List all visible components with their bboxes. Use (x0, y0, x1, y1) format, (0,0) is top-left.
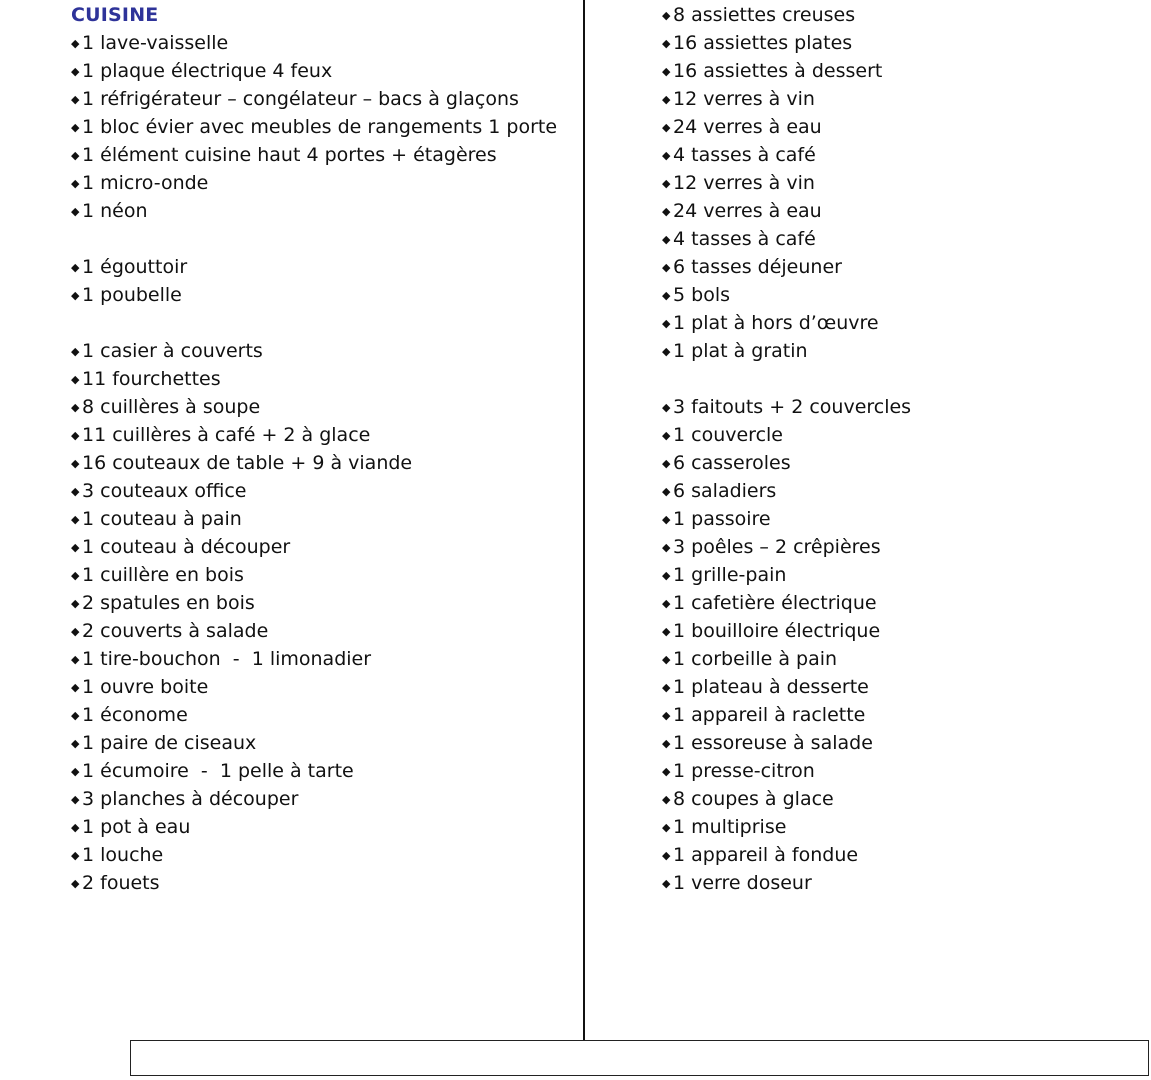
diamond-bullet-icon: ◆ (662, 653, 671, 666)
right-column (662, 1, 1142, 897)
list-item (71, 197, 571, 225)
list-item (662, 701, 1142, 729)
diamond-bullet-icon: ◆ (662, 317, 671, 330)
list-item (662, 477, 1142, 505)
item-label: 1 lave-vaisselle (82, 32, 229, 54)
list-item (662, 57, 1142, 85)
blank-line (71, 309, 571, 337)
diamond-bullet-icon: ◆ (71, 485, 80, 498)
diamond-bullet-icon: ◆ (71, 541, 80, 554)
list-item (662, 617, 1142, 645)
diamond-bullet-icon: ◆ (71, 597, 80, 610)
blank-line (662, 365, 1142, 393)
list-item (71, 337, 571, 365)
diamond-bullet-icon: ◆ (71, 569, 80, 582)
diamond-bullet-icon: ◆ (662, 821, 671, 834)
list-item (662, 113, 1142, 141)
diamond-bullet-icon: ◆ (71, 709, 80, 722)
diamond-bullet-icon: ◆ (662, 65, 671, 78)
item-label: 11 fourchettes (82, 368, 221, 390)
item-label: 2 spatules en bois (82, 592, 255, 614)
diamond-bullet-icon: ◆ (662, 513, 671, 526)
list-item (662, 757, 1142, 785)
list-item (71, 29, 571, 57)
list-item (662, 85, 1142, 113)
list-item (662, 393, 1142, 421)
item-label: 1 cafetière électrique (673, 592, 877, 614)
list-item (662, 673, 1142, 701)
item-label: 1 élément cuisine haut 4 portes + étagères (82, 144, 497, 166)
list-item (662, 785, 1142, 813)
diamond-bullet-icon: ◆ (662, 9, 671, 22)
list-item (71, 813, 571, 841)
list-item (71, 617, 571, 645)
list-item (71, 169, 571, 197)
list-item (71, 477, 571, 505)
diamond-bullet-icon: ◆ (662, 849, 671, 862)
item-label: 1 couteau à découper (82, 536, 291, 558)
item-label: 1 appareil à fondue (673, 844, 859, 866)
diamond-bullet-icon: ◆ (662, 485, 671, 498)
list-item (662, 337, 1142, 365)
item-label: 1 grille-pain (673, 564, 787, 586)
diamond-bullet-icon: ◆ (662, 625, 671, 638)
list-item (71, 281, 571, 309)
diamond-bullet-icon: ◆ (662, 597, 671, 610)
diamond-bullet-icon: ◆ (662, 289, 671, 302)
list-item (71, 785, 571, 813)
list-item (662, 449, 1142, 477)
diamond-bullet-icon: ◆ (71, 513, 80, 526)
item-label: 6 casseroles (673, 452, 791, 474)
item-label: 2 fouets (82, 872, 160, 894)
diamond-bullet-icon: ◆ (71, 401, 80, 414)
item-label: 12 verres à vin (673, 88, 815, 110)
item-label: 1 louche (82, 844, 164, 866)
diamond-bullet-icon: ◆ (662, 709, 671, 722)
item-label: 1 tire-bouchon - 1 limonadier (82, 648, 372, 670)
item-label: 3 poêles – 2 crêpières (673, 536, 881, 558)
item-label: 1 cuillère en bois (82, 564, 244, 586)
diamond-bullet-icon: ◆ (662, 401, 671, 414)
item-label: 1 corbeille à pain (673, 648, 838, 670)
list-item (71, 421, 571, 449)
item-label: 6 saladiers (673, 480, 777, 502)
item-label: 1 économe (82, 704, 188, 726)
list-item (662, 225, 1142, 253)
item-label: 24 verres à eau (673, 116, 822, 138)
item-label: 1 presse-citron (673, 760, 815, 782)
diamond-bullet-icon: ◆ (71, 177, 80, 190)
list-item (662, 813, 1142, 841)
column-divider (583, 0, 585, 1041)
diamond-bullet-icon: ◆ (662, 205, 671, 218)
diamond-bullet-icon: ◆ (662, 345, 671, 358)
item-label: 6 tasses déjeuner (673, 256, 842, 278)
list-item (71, 841, 571, 869)
item-label: 1 couteau à pain (82, 508, 242, 530)
item-label: 5 bols (673, 284, 730, 306)
list-item (662, 589, 1142, 617)
diamond-bullet-icon: ◆ (662, 177, 671, 190)
diamond-bullet-icon: ◆ (71, 149, 80, 162)
diamond-bullet-icon: ◆ (71, 681, 80, 694)
list-item (71, 869, 571, 897)
diamond-bullet-icon: ◆ (662, 793, 671, 806)
list-item (71, 85, 571, 113)
diamond-bullet-icon: ◆ (71, 261, 80, 274)
list-item (71, 701, 571, 729)
item-label: 1 bloc évier avec meubles de rangements 1 porte (82, 116, 558, 138)
diamond-bullet-icon: ◆ (662, 233, 671, 246)
item-label: 1 verre doseur (673, 872, 812, 894)
left-column (71, 1, 571, 897)
item-label: 1 appareil à raclette (673, 704, 866, 726)
diamond-bullet-icon: ◆ (662, 737, 671, 750)
item-label: 1 néon (82, 200, 148, 222)
diamond-bullet-icon: ◆ (71, 37, 80, 50)
list-item (662, 561, 1142, 589)
list-item (662, 309, 1142, 337)
item-label: 1 bouilloire électrique (673, 620, 881, 642)
diamond-bullet-icon: ◆ (71, 373, 80, 386)
item-label: 1 plateau à desserte (673, 676, 869, 698)
diamond-bullet-icon: ◆ (662, 765, 671, 778)
item-label: 8 cuillères à soupe (82, 396, 261, 418)
list-item (71, 113, 571, 141)
list-item (71, 729, 571, 757)
diamond-bullet-icon: ◆ (71, 765, 80, 778)
diamond-bullet-icon: ◆ (71, 457, 80, 470)
list-item (662, 505, 1142, 533)
item-label: 1 casier à couverts (82, 340, 263, 362)
list-item (71, 561, 571, 589)
diamond-bullet-icon: ◆ (71, 429, 80, 442)
list-item (71, 253, 571, 281)
list-item (71, 533, 571, 561)
list-item (662, 141, 1142, 169)
list-item (662, 421, 1142, 449)
item-label: 1 plaque électrique 4 feux (82, 60, 333, 82)
list-item (71, 757, 571, 785)
list-item (662, 29, 1142, 57)
item-label: 11 cuillères à café + 2 à glace (82, 424, 371, 446)
list-item (662, 281, 1142, 309)
item-label: 1 couvercle (673, 424, 783, 446)
diamond-bullet-icon: ◆ (662, 681, 671, 694)
item-label: 1 paire de ciseaux (82, 732, 257, 754)
item-label: 1 égouttoir (82, 256, 188, 278)
list-item (662, 869, 1142, 897)
diamond-bullet-icon: ◆ (662, 429, 671, 442)
diamond-bullet-icon: ◆ (71, 737, 80, 750)
item-label: 8 assiettes creuses (673, 4, 856, 26)
section-heading-cuisine: CUISINE (71, 4, 159, 26)
diamond-bullet-icon: ◆ (71, 93, 80, 106)
item-label: 1 écumoire - 1 pelle à tarte (82, 760, 354, 782)
item-label: 12 verres à vin (673, 172, 815, 194)
diamond-bullet-icon: ◆ (71, 877, 80, 890)
item-label: 4 tasses à café (673, 228, 816, 250)
item-label: 1 micro-onde (82, 172, 209, 194)
item-label: 4 tasses à café (673, 144, 816, 166)
diamond-bullet-icon: ◆ (71, 289, 80, 302)
diamond-bullet-icon: ◆ (71, 793, 80, 806)
diamond-bullet-icon: ◆ (662, 569, 671, 582)
list-item (662, 729, 1142, 757)
item-label: 3 couteaux office (82, 480, 247, 502)
list-item (662, 253, 1142, 281)
list-item (71, 141, 571, 169)
footer-box (130, 1040, 1149, 1076)
item-label: 1 essoreuse à salade (673, 732, 873, 754)
diamond-bullet-icon: ◆ (662, 541, 671, 554)
item-label: 2 couverts à salade (82, 620, 269, 642)
list-item (71, 505, 571, 533)
item-label: 1 plat à hors d’œuvre (673, 312, 879, 334)
diamond-bullet-icon: ◆ (71, 205, 80, 218)
list-item (71, 645, 571, 673)
item-label: 1 ouvre boite (82, 676, 209, 698)
item-label: 8 coupes à glace (673, 788, 834, 810)
diamond-bullet-icon: ◆ (662, 457, 671, 470)
diamond-bullet-icon: ◆ (71, 625, 80, 638)
diamond-bullet-icon: ◆ (662, 93, 671, 106)
item-label: 1 plat à gratin (673, 340, 808, 362)
item-label: 16 couteaux de table + 9 à viande (82, 452, 413, 474)
list-item (662, 169, 1142, 197)
item-label: 16 assiettes à dessert (673, 60, 883, 82)
diamond-bullet-icon: ◆ (662, 149, 671, 162)
diamond-bullet-icon: ◆ (662, 37, 671, 50)
item-label: 1 réfrigérateur – congélateur – bacs à glaçons (82, 88, 519, 110)
list-item (662, 197, 1142, 225)
diamond-bullet-icon: ◆ (662, 121, 671, 134)
list-item (662, 1, 1142, 29)
diamond-bullet-icon: ◆ (662, 877, 671, 890)
item-label: 1 pot à eau (82, 816, 191, 838)
diamond-bullet-icon: ◆ (71, 849, 80, 862)
list-item (71, 673, 571, 701)
item-label: 24 verres à eau (673, 200, 822, 222)
list-item (662, 533, 1142, 561)
item-label: 1 multiprise (673, 816, 787, 838)
item-label: 1 poubelle (82, 284, 182, 306)
diamond-bullet-icon: ◆ (71, 121, 80, 134)
list-item (71, 365, 571, 393)
diamond-bullet-icon: ◆ (71, 65, 80, 78)
list-item (71, 589, 571, 617)
diamond-bullet-icon: ◆ (71, 653, 80, 666)
item-label: 16 assiettes plates (673, 32, 853, 54)
list-item (662, 645, 1142, 673)
item-label: 3 planches à découper (82, 788, 299, 810)
list-item (71, 449, 571, 477)
item-label: 1 passoire (673, 508, 771, 530)
list-item (71, 393, 571, 421)
list-item (662, 841, 1142, 869)
diamond-bullet-icon: ◆ (71, 345, 80, 358)
item-label: 3 faitouts + 2 couvercles (673, 396, 912, 418)
list-item (71, 57, 571, 85)
diamond-bullet-icon: ◆ (662, 261, 671, 274)
diamond-bullet-icon: ◆ (71, 821, 80, 834)
blank-line (71, 225, 571, 253)
